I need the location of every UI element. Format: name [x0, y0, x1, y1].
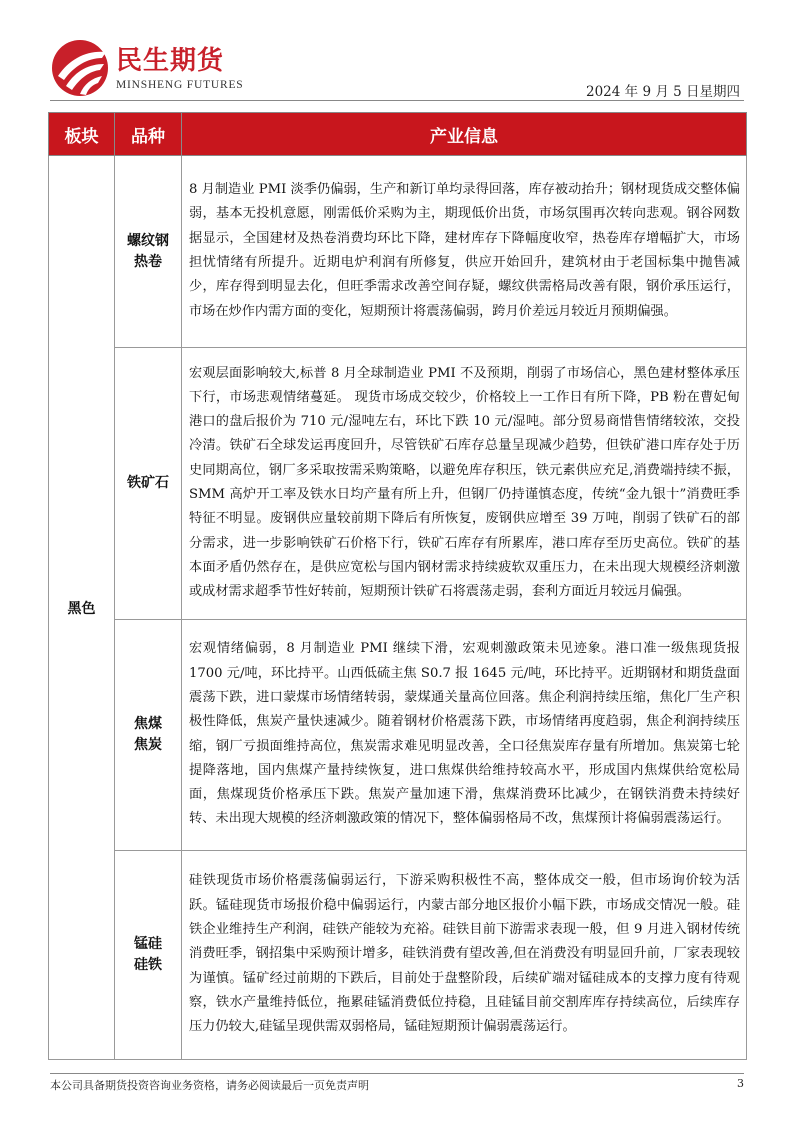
- industry-info-table: [48, 112, 747, 1060]
- variety-name: 硅铁: [134, 957, 162, 973]
- minsheng-logo-icon: [50, 38, 110, 98]
- variety-cell: [115, 348, 182, 620]
- variety-name: 焦煤: [134, 716, 162, 732]
- variety-name: 焦炭: [134, 737, 162, 753]
- table-row: [49, 348, 747, 620]
- variety-name: 铁矿石: [127, 475, 169, 491]
- table-row: [49, 620, 747, 851]
- footer-disclaimer: 本公司具备期货投资咨询业务资格，请务必阅读最后一页免责声明: [50, 1079, 369, 1092]
- table-row: [49, 851, 747, 1060]
- variety-cell: [115, 851, 182, 1060]
- table-header-row: [49, 113, 747, 156]
- variety-name: 螺纹钢: [127, 232, 169, 249]
- industry-info-text: 硅铁现货市场价格震荡偏弱运行，下游采购积极性不高，整体成交一般，但市场询价较为活跃。锰硅现货市场报价稳中偏弱运行，内蒙古部分地区报价小幅下跌，市场成交情况一般。硅铁企业维持生产利润，硅铁产能较为充裕。硅铁目前下游需求表现一般，但 9 月进入钢材传统消费旺季，钢招集中采购预计增多，硅铁消费有望改善,但在消费没有明显回升前，厂家表现较为谨慎。锰矿经过前期的下跌后，目前处于盘整阶段，后续矿端对锰硅成本的支撑力度有待观察，铁水产量维持低位，拖累硅锰消费低位持稳，且硅锰目前交割库库存持续高位，后续库存压力仍较大,硅锰呈现供需双弱格局，锰硅短期预计偏弱震荡运行。: [182, 851, 747, 1060]
- sector-cell: 黑色: [49, 156, 115, 1060]
- column-header-sector: 板块: [49, 113, 115, 156]
- variety-name: 锰硅: [134, 936, 162, 952]
- variety-cell: [115, 620, 182, 851]
- column-header-variety: 品种: [115, 113, 182, 156]
- column-header-industry-info: 产业信息: [182, 113, 747, 156]
- table-row: [49, 156, 747, 348]
- report-date: 2024 年 9 月 5 日星期四: [586, 84, 740, 100]
- variety-name: 热卷: [134, 253, 162, 270]
- variety-cell: [115, 156, 182, 348]
- industry-info-text: 宏观层面影响较大,标普 8 月全球制造业 PMI 不及预期，削弱了市场信心，黑色建材整体承压下行，市场悲观情绪蔓延。 现货市场成交较少，价格较上一工作日有所下降，PB 粉在曹妃甸港口的盘后报价为 710 元/湿吨左右，环比下跌 10 元/湿吨。部分贸易商惜售情绪较浓，交投冷清。铁矿石全球发运再度回升，尽管铁矿石库存总量呈现减少趋势，但铁矿港口库存处于历史同期高位，钢厂多采取按需采购策略，以避免库存积压，铁元素供应充足,消费端持续不振，SMM 高炉开工率及铁水日均产量有所上升，但钢厂仍持谨慎态度，传统“金九银十”消费旺季特征不明显。废钢供应量较前期下降后有所恢复，废钢供应增至 39 万吨，削弱了铁矿石的部分需求，进一步影响铁矿石价格下行，铁矿石库存有所累库，港口库存至历史高位。铁矿的基本面矛盾仍然存在，是供应宽松与国内钢材需求持续疲软双重压力，在未出现大规模经济刺激或成材需求超季节性好转前，短期预计铁矿石将震荡走弱，套利方面近月较远月偏强。: [182, 348, 747, 620]
- brand-name-cn: 民生期货: [116, 46, 225, 76]
- brand-name-en: MINSHENG FUTURES: [116, 79, 244, 91]
- footer-divider: [50, 1073, 744, 1074]
- industry-info-text: 宏观情绪偏弱，8 月制造业 PMI 继续下滑，宏观刺激政策未见迹象。港口准一级焦现货报 1700 元/吨，环比持平。山西低硫主焦 S0.7 报 1645 元/吨，环比持平。近期钢材和期货盘面震荡下跌，进口蒙煤市场情绪转弱，蒙煤通关量高位回落。焦企利润持续压缩，焦化厂生产积极性降低，焦炭产量快速减少。随着钢材价格震荡下跌，市场情绪再度趋弱，焦企利润持续压缩，钢厂亏损面维持高位，焦炭需求难见明显改善，全口径焦炭库存量有所增加。焦炭第七轮提降落地，国内焦煤产量持续恢复，进口焦煤供给维持较高水平，形成国内焦煤供给宽松局面，焦煤现货价格承压下跌。焦炭产量加速下滑，焦煤消费环比减少，在钢铁消费未持续好转、未出现大规模的经济刺激政策的情况下，整体偏弱格局不改，焦煤预计将偏弱震荡运行。: [182, 620, 747, 851]
- industry-info-text: 8 月制造业 PMI 淡季仍偏弱，生产和新订单均录得回落，库存被动抬升；钢材现货成交整体偏弱，基本无投机意愿，刚需低价采购为主，期现低价出货，市场氛围再次转向悲观。钢谷网数据显示，全国建材及热卷消费均环比下降，建材库存下降幅度收窄，热卷库存增幅扩大，市场担忧情绪有所提升。近期电炉利润有所修复，供应开始回升，建筑材由于老国标集中抛售减少，库存得到明显去化，但旺季需求改善空间存疑，螺纹供需格局改善有限，钢价承压运行，市场在炒作内需方面的变化，短期预计将震荡偏弱，跨月价差远月较近月预期偏强。: [182, 156, 747, 348]
- page-number: 3: [737, 1077, 744, 1090]
- header-divider: [50, 100, 744, 101]
